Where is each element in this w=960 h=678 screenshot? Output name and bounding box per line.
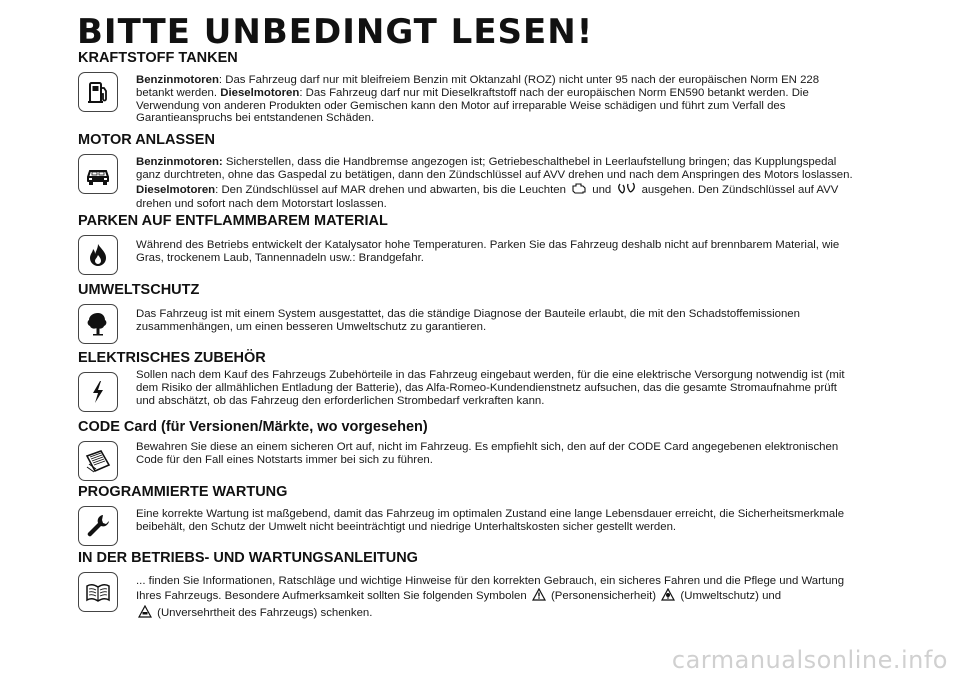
section-betriebsanleitung [78, 550, 878, 619]
glow-plug-icon [616, 182, 636, 199]
section-heading: CODE Card (für Versionen/Märkte, wo vorgesehen) [78, 419, 428, 435]
section-heading: PARKEN AUF ENTFLAMMBAREM MATERIAL [78, 213, 388, 229]
section-heading: KRAFTSTOFF TANKEN [78, 50, 238, 66]
vehicle-warning-icon [138, 605, 152, 622]
text-part-1: ... finden Sie Informationen, Ratschläge und wichtige Hinweise für den korrekten Gebrauch, ein sicheres Fahren und die Pflege und Wartung Ihres Fahrzeugs. Besondere Aufmerksamkeit sollten Sie folgenden Symbolen [136, 575, 845, 602]
section-heading: UMWELTSCHUTZ [78, 282, 200, 298]
section-body: Eine korrekte Wartung ist maßgebend, damit das Fahrzeug im optimalen Zustand eine lange Lebensdauer erreicht, die Sicherheitsmerkmale beibehält, den Schutz der Umwelt nicht beeinträchtigt und niedrige Unterhaltskosten sicher gestellt werden. [136, 508, 845, 533]
label-benzinmotoren: Benzinmotoren [136, 74, 219, 86]
section-heading: IN DER BETRIEBS- UND WARTUNGSANLEITUNG [78, 550, 418, 566]
car-icon [78, 154, 118, 194]
tree-icon [78, 304, 118, 344]
engine-warning-icon [571, 182, 587, 199]
watermark: carmanualsonline.info [671, 646, 948, 674]
lightning-icon [78, 372, 118, 412]
label-benzinmotoren: Benzinmotoren: [136, 156, 223, 168]
section-heading: MOTOR ANLASSEN [78, 132, 215, 148]
text-diesel-c: ausgehen. Den Zündschlüssel auf AVV drehen und sofort nach dem Motorstart loslassen. [136, 183, 839, 211]
section-parken [78, 213, 878, 264]
section-programmierte-wartung [78, 484, 878, 533]
text-part-3: (Umweltschutz) und [677, 589, 782, 602]
section-motor-anlassen [78, 132, 878, 211]
section-body: Während des Betriebs entwickelt der Katalysator hohe Temperaturen. Parken Sie das Fahrzeug deshalb nicht auf brennbarem Material, wie Gras, trockenem Laub, Tannennadeln usw.: Brandgefahr. [136, 239, 840, 264]
section-heading: PROGRAMMIERTE WARTUNG [78, 484, 288, 500]
section-body: Bewahren Sie diese an einem sicheren Ort auf, nicht im Fahrzeug. Es empfiehlt sich, den auf der CODE Card angegebenen elektronischen Code für den Fall eines Notstarts immer bei sich zu führen. [136, 441, 839, 466]
section-body: Sollen nach dem Kauf des Fahrzeugs Zubehörteile in das Fahrzeug eingebaut werden, für die eine elektrische Versorgung notwendig ist (mit dem Risiko der allmählichen Entladung der Batterie), das Alfa-Romeo-Kundendienstnetz aufsuchen, das die gesamte Stromaufnahme prüft und abschätzt, ob das Fahrzeug den erforderlichen Strombedarf verkraften kann. [136, 369, 845, 407]
section-body [136, 575, 858, 621]
person-safety-warning-icon [532, 588, 546, 605]
label-dieselmotoren: Dieselmotoren [220, 86, 300, 99]
section-body [136, 74, 858, 125]
environment-warning-icon [661, 588, 675, 605]
text-diesel-a: : Den Zündschlüssel auf MAR drehen und abwarten, bis die Leuchten [215, 183, 570, 196]
text-benzin: Sicherstellen, dass die Handbremse angezogen ist; Getriebeschalthebel in Leerlaufstellung bringen; das Kupplungspedal ganz durchtreten, ohne das Gaspedal zu betätigen, dann den Zündschlüssel auf AVV drehen und nach dem Anspringen des Motors loslassen. [136, 156, 853, 181]
label-dieselmotoren: Dieselmotoren [136, 183, 216, 196]
section-body [136, 156, 858, 211]
section-heading: ELEKTRISCHES ZUBEHÖR [78, 350, 266, 366]
section-kraftstoff-tanken [78, 50, 878, 125]
section-body: Das Fahrzeug ist mit einem System ausgestattet, das die ständige Diagnose der Bauteile erlaubt, die mit den Schadstoffemissionen zusammenhängen, um einen besseren Umweltschutz zu garantieren. [136, 308, 800, 333]
open-book-icon [78, 572, 118, 612]
section-code-card [78, 419, 878, 466]
text-diesel: : Das Fahrzeug darf nur mit Dieselkraftstoff nach der europäischen Norm EN590 betankt werden. Die Verwendung von anderen Produkten oder Gemischen kann den Motor auf irreparable Weise schädigen und führt zum Verfall des Garantieanspruchs bei entstandenen Schäden. [136, 86, 809, 125]
text-part-2: (Personensicherheit) [547, 589, 660, 602]
page-title: BITTE UNBEDINGT LESEN! [77, 12, 594, 52]
wrench-icon [78, 506, 118, 546]
section-elektrisches-zubehoer [78, 350, 878, 407]
text-diesel-b: und [589, 183, 615, 196]
text-part-4: (Unversehrtheit des Fahrzeugs) schenken. [154, 606, 373, 619]
fuel-pump-icon [78, 72, 118, 112]
text-benzin: : Das Fahrzeug darf nur mit bleifreiem Benzin mit Oktanzahl (ROZ) nicht unter 95 nach der europäischen Norm EN 228 betankt werden. [136, 74, 820, 99]
section-umweltschutz [78, 282, 878, 333]
code-card-icon [78, 441, 118, 481]
flame-icon [78, 235, 118, 275]
